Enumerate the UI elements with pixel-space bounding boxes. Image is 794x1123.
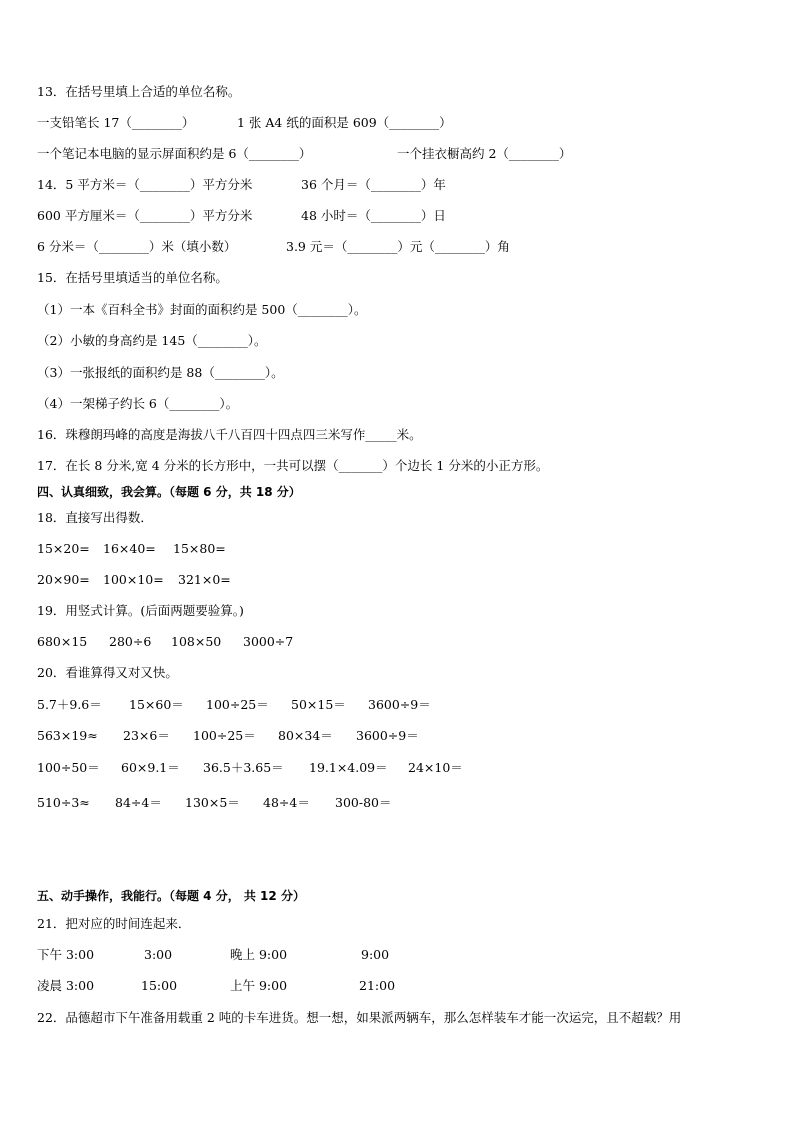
q19-item-1: 680×15 bbox=[37, 634, 88, 649]
q20-r3-c4: 19.1×4.09＝ bbox=[309, 760, 388, 775]
q20-r4-c3: 130×5＝ bbox=[185, 795, 240, 810]
q20-r1-c3: 100÷25＝ bbox=[206, 697, 269, 712]
q21-r2-c1: 凌晨 3:00 bbox=[37, 978, 95, 993]
q22: 22．品德超市下午准备用载重 2 吨的卡车进货。想一想，如果派两辆车，那么怎样装车才能一次运完，且不超载？用 bbox=[37, 1010, 682, 1025]
q20-r3-c3: 36.5＋3.65＝ bbox=[203, 760, 284, 775]
q21-r1-c3: 晚上 9:00 bbox=[230, 947, 288, 962]
q20-r2-c2: 23×6＝ bbox=[123, 728, 170, 743]
q14-item-f: 3.9 元＝（________）元（________）角 bbox=[286, 239, 510, 254]
q18-r1-c1: 15×20= bbox=[37, 541, 90, 556]
q14-item-e: 6 分米＝（________）米（填小数） bbox=[37, 239, 237, 254]
q13-title: 13．在括号里填上合适的单位名称。 bbox=[37, 84, 241, 99]
q13-item-d: 一个挂衣橱高约 2（________） bbox=[397, 146, 572, 161]
q14-item-b: 36 个月＝（________）年 bbox=[301, 177, 446, 192]
q20-r2-c1: 563×19≈ bbox=[37, 728, 98, 743]
q19-item-3: 108×50 bbox=[171, 634, 222, 649]
q15-item-4: （4）一架梯子约长 6（________）。 bbox=[37, 396, 239, 411]
q20-title: 20．看谁算得又对又快。 bbox=[37, 665, 178, 680]
q18-r2-c2: 100×10= bbox=[103, 572, 164, 587]
q20-r2-c4: 80×34＝ bbox=[278, 728, 333, 743]
q20-r1-c4: 50×15＝ bbox=[291, 697, 346, 712]
q13-item-a: 一支铅笔长 17（________） bbox=[37, 115, 195, 130]
q21-r1-c4: 9:00 bbox=[361, 947, 390, 962]
q21-title: 21．把对应的时间连起来． bbox=[37, 916, 191, 931]
q20-r2-c3: 100÷25＝ bbox=[193, 728, 256, 743]
q17: 17．在长 8 分米,宽 4 分米的长方形中，一共可以摆（_______）个边长 1 分米的小正方形。 bbox=[37, 458, 549, 473]
q20-r1-c5: 3600÷9＝ bbox=[368, 697, 431, 712]
q20-r4-c2: 84÷4＝ bbox=[115, 795, 162, 810]
q18-title: 18．直接写出得数． bbox=[37, 510, 153, 525]
q21-r2-c4: 21:00 bbox=[359, 978, 396, 993]
q21-r1-c1: 下午 3:00 bbox=[37, 947, 95, 962]
q20-r1-c1: 5.7＋9.6＝ bbox=[37, 697, 102, 712]
q20-r2-c5: 3600÷9＝ bbox=[356, 728, 419, 743]
q13-item-b: 1 张 A4 纸的面积是 609（________） bbox=[237, 115, 452, 130]
q21-r2-c3: 上午 9:00 bbox=[230, 978, 288, 993]
q18-r1-c2: 16×40= bbox=[103, 541, 156, 556]
q14-item-d: 48 小时＝（________）日 bbox=[301, 208, 446, 223]
q20-r3-c5: 24×10＝ bbox=[408, 760, 463, 775]
q19-item-4: 3000÷7 bbox=[243, 634, 294, 649]
q18-r2-c1: 20×90= bbox=[37, 572, 90, 587]
q20-r4-c4: 48÷4＝ bbox=[263, 795, 310, 810]
section-5-heading: 五、动手操作，我能行。（每题 4 分， 共 12 分） bbox=[37, 889, 305, 903]
q19-item-2: 280÷6 bbox=[109, 634, 152, 649]
q20-r3-c1: 100÷50＝ bbox=[37, 760, 100, 775]
q21-r1-c2: 3:00 bbox=[144, 947, 173, 962]
q15-item-1: （1）一本《百科全书》封面的面积约是 500（________）。 bbox=[37, 302, 367, 317]
q15-item-3: （3）一张报纸的面积约是 88（________）。 bbox=[37, 365, 284, 380]
q19-title: 19．用竖式计算。(后面两题要验算。) bbox=[37, 603, 244, 618]
q15-item-2: （2）小敏的身高约是 145（________）。 bbox=[37, 333, 267, 348]
q20-r1-c2: 15×60＝ bbox=[129, 697, 184, 712]
q13-item-c: 一个笔记本电脑的显示屏面积约是 6（________） bbox=[37, 146, 312, 161]
q20-r4-c1: 510÷3≈ bbox=[37, 795, 90, 810]
q20-r4-c5: 300-80＝ bbox=[335, 795, 392, 810]
q14-item-c: 600 平方厘米＝（________）平方分米 bbox=[37, 208, 253, 223]
q16: 16．珠穆朗玛峰的高度是海拔八千八百四十四点四三米写作_____米。 bbox=[37, 427, 422, 442]
q20-r3-c2: 60×9.1＝ bbox=[121, 760, 180, 775]
q18-r1-c3: 15×80= bbox=[173, 541, 226, 556]
q15-title: 15．在括号里填适当的单位名称。 bbox=[37, 270, 228, 285]
q18-r2-c3: 321×0= bbox=[178, 572, 231, 587]
section-4-heading: 四、认真细致，我会算。（每题 6 分，共 18 分） bbox=[37, 485, 301, 499]
q14-item-a: 14．5 平方米＝（________）平方分米 bbox=[37, 177, 253, 192]
q21-r2-c2: 15:00 bbox=[141, 978, 178, 993]
